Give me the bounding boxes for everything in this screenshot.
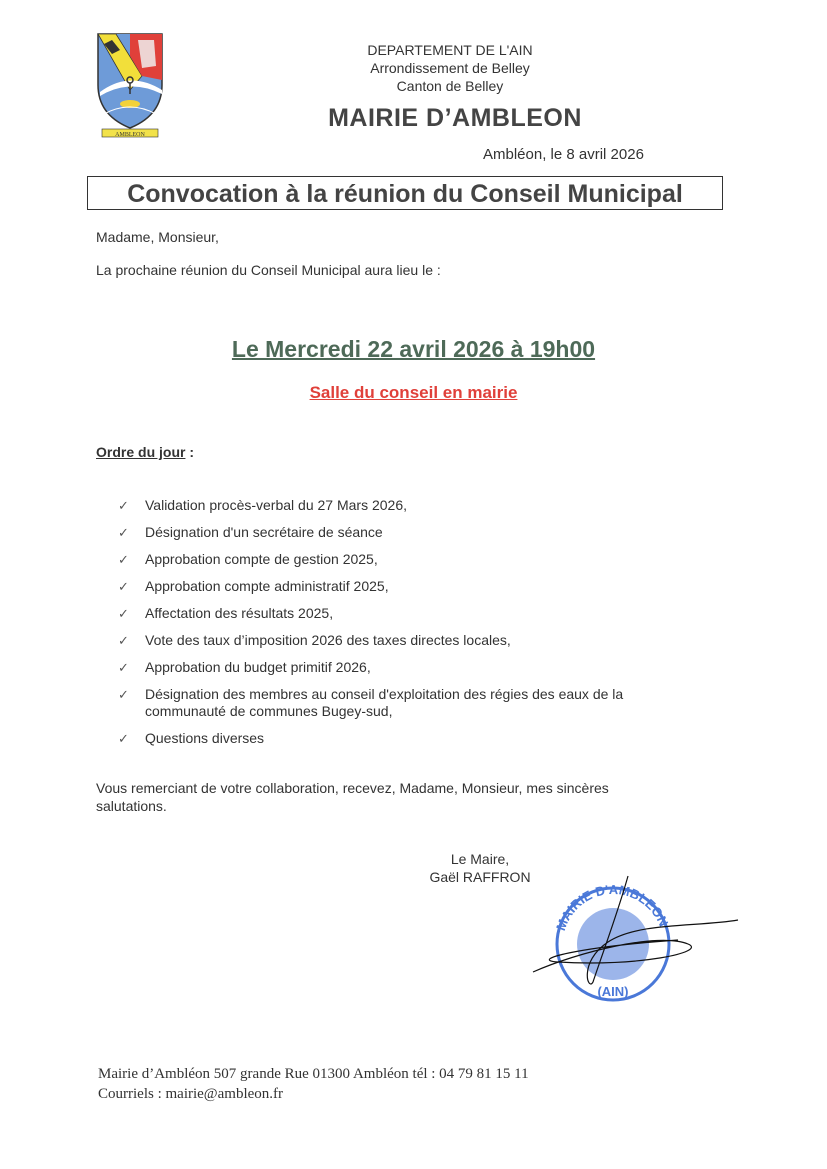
document-title-box — [87, 176, 723, 210]
agenda-item-text: Désignation des membres au conseil d'exploitation des régies des eaux de la communauté de communes Bugey-sud, — [145, 686, 624, 719]
agenda-item — [118, 730, 698, 747]
signatory-role: Le Maire, — [450, 851, 510, 867]
meeting-location-block — [0, 383, 827, 403]
agenda-item — [118, 686, 698, 720]
checkmark-icon: ✓ — [118, 579, 129, 594]
agenda-item-text: Désignation d'un secrétaire de séance — [145, 524, 383, 540]
checkmark-icon: ✓ — [118, 606, 129, 621]
document-title: Convocation à la réunion du Conseil Municipal — [127, 180, 683, 208]
checkmark-icon: ✓ — [118, 687, 129, 702]
footer-address: Mairie d’Ambléon 507 grande Rue 01300 Ambléon tél : 04 79 81 15 11 — [98, 1066, 529, 1082]
agenda-heading-text: Ordre du jour — [96, 444, 186, 460]
checkmark-icon: ✓ — [118, 552, 129, 567]
closing-text: Vous remerciant de votre collaboration, recevez, Madame, Monsieur, mes sincères salutations. — [96, 780, 609, 814]
agenda-item — [118, 632, 698, 649]
canton-label: Canton de Belley — [396, 78, 504, 94]
agenda-list — [118, 497, 698, 757]
meeting-datetime-block — [0, 336, 827, 363]
agenda-item-text: Validation procès-verbal du 27 Mars 2026, — [145, 497, 408, 513]
checkmark-icon: ✓ — [118, 660, 129, 675]
intro-text: La prochaine réunion du Conseil Municipal aura lieu le : — [96, 262, 441, 278]
agenda-heading — [96, 444, 194, 460]
place-date: Ambléon, le 8 avril 2026 — [483, 146, 644, 163]
agenda-heading-colon: : — [185, 444, 195, 460]
checkmark-icon: ✓ — [118, 731, 129, 746]
agenda-item — [118, 524, 698, 541]
footer-contact — [98, 1064, 529, 1104]
crest-motto: AMBLEON — [115, 132, 145, 138]
meeting-datetime: Le Mercredi 22 avril 2026 à 19h00 — [231, 336, 596, 362]
agenda-item-text: Approbation compte de gestion 2025, — [145, 551, 378, 567]
official-stamp-icon — [518, 872, 748, 1012]
agenda-item — [118, 659, 698, 676]
agenda-item-text: Approbation compte administratif 2025, — [145, 578, 389, 594]
agenda-item-text: Questions diverses — [145, 730, 265, 746]
footer-email: Courriels : mairie@ambleon.fr — [98, 1086, 284, 1102]
agenda-item — [118, 605, 698, 622]
stamp-bottom-text: (AIN) — [597, 984, 629, 999]
signatory-name: Gaël RAFFRON — [429, 869, 531, 885]
arrondissement-label: Arrondissement de Belley — [370, 60, 530, 76]
salutation: Madame, Monsieur, — [96, 229, 219, 245]
department-label: DEPARTEMENT DE L'AIN — [367, 42, 533, 58]
mairie-heading: MAIRIE D’AMBLEON — [328, 104, 582, 132]
agenda-item — [118, 497, 698, 514]
meeting-location: Salle du conseil en mairie — [309, 383, 518, 402]
coat-of-arms-icon — [90, 30, 170, 140]
agenda-item — [118, 578, 698, 595]
checkmark-icon: ✓ — [118, 633, 129, 648]
agenda-item-text: Vote des taux d’imposition 2026 des taxes directes locales, — [145, 632, 511, 648]
checkmark-icon: ✓ — [118, 498, 129, 513]
agenda-item-text: Affectation des résultats 2025, — [145, 605, 334, 621]
checkmark-icon: ✓ — [118, 525, 129, 540]
agenda-item-text: Approbation du budget primitif 2026, — [145, 659, 371, 675]
agenda-item — [118, 551, 698, 568]
stamp-top-text: MAIRIE D'AMBLEON — [553, 881, 672, 933]
